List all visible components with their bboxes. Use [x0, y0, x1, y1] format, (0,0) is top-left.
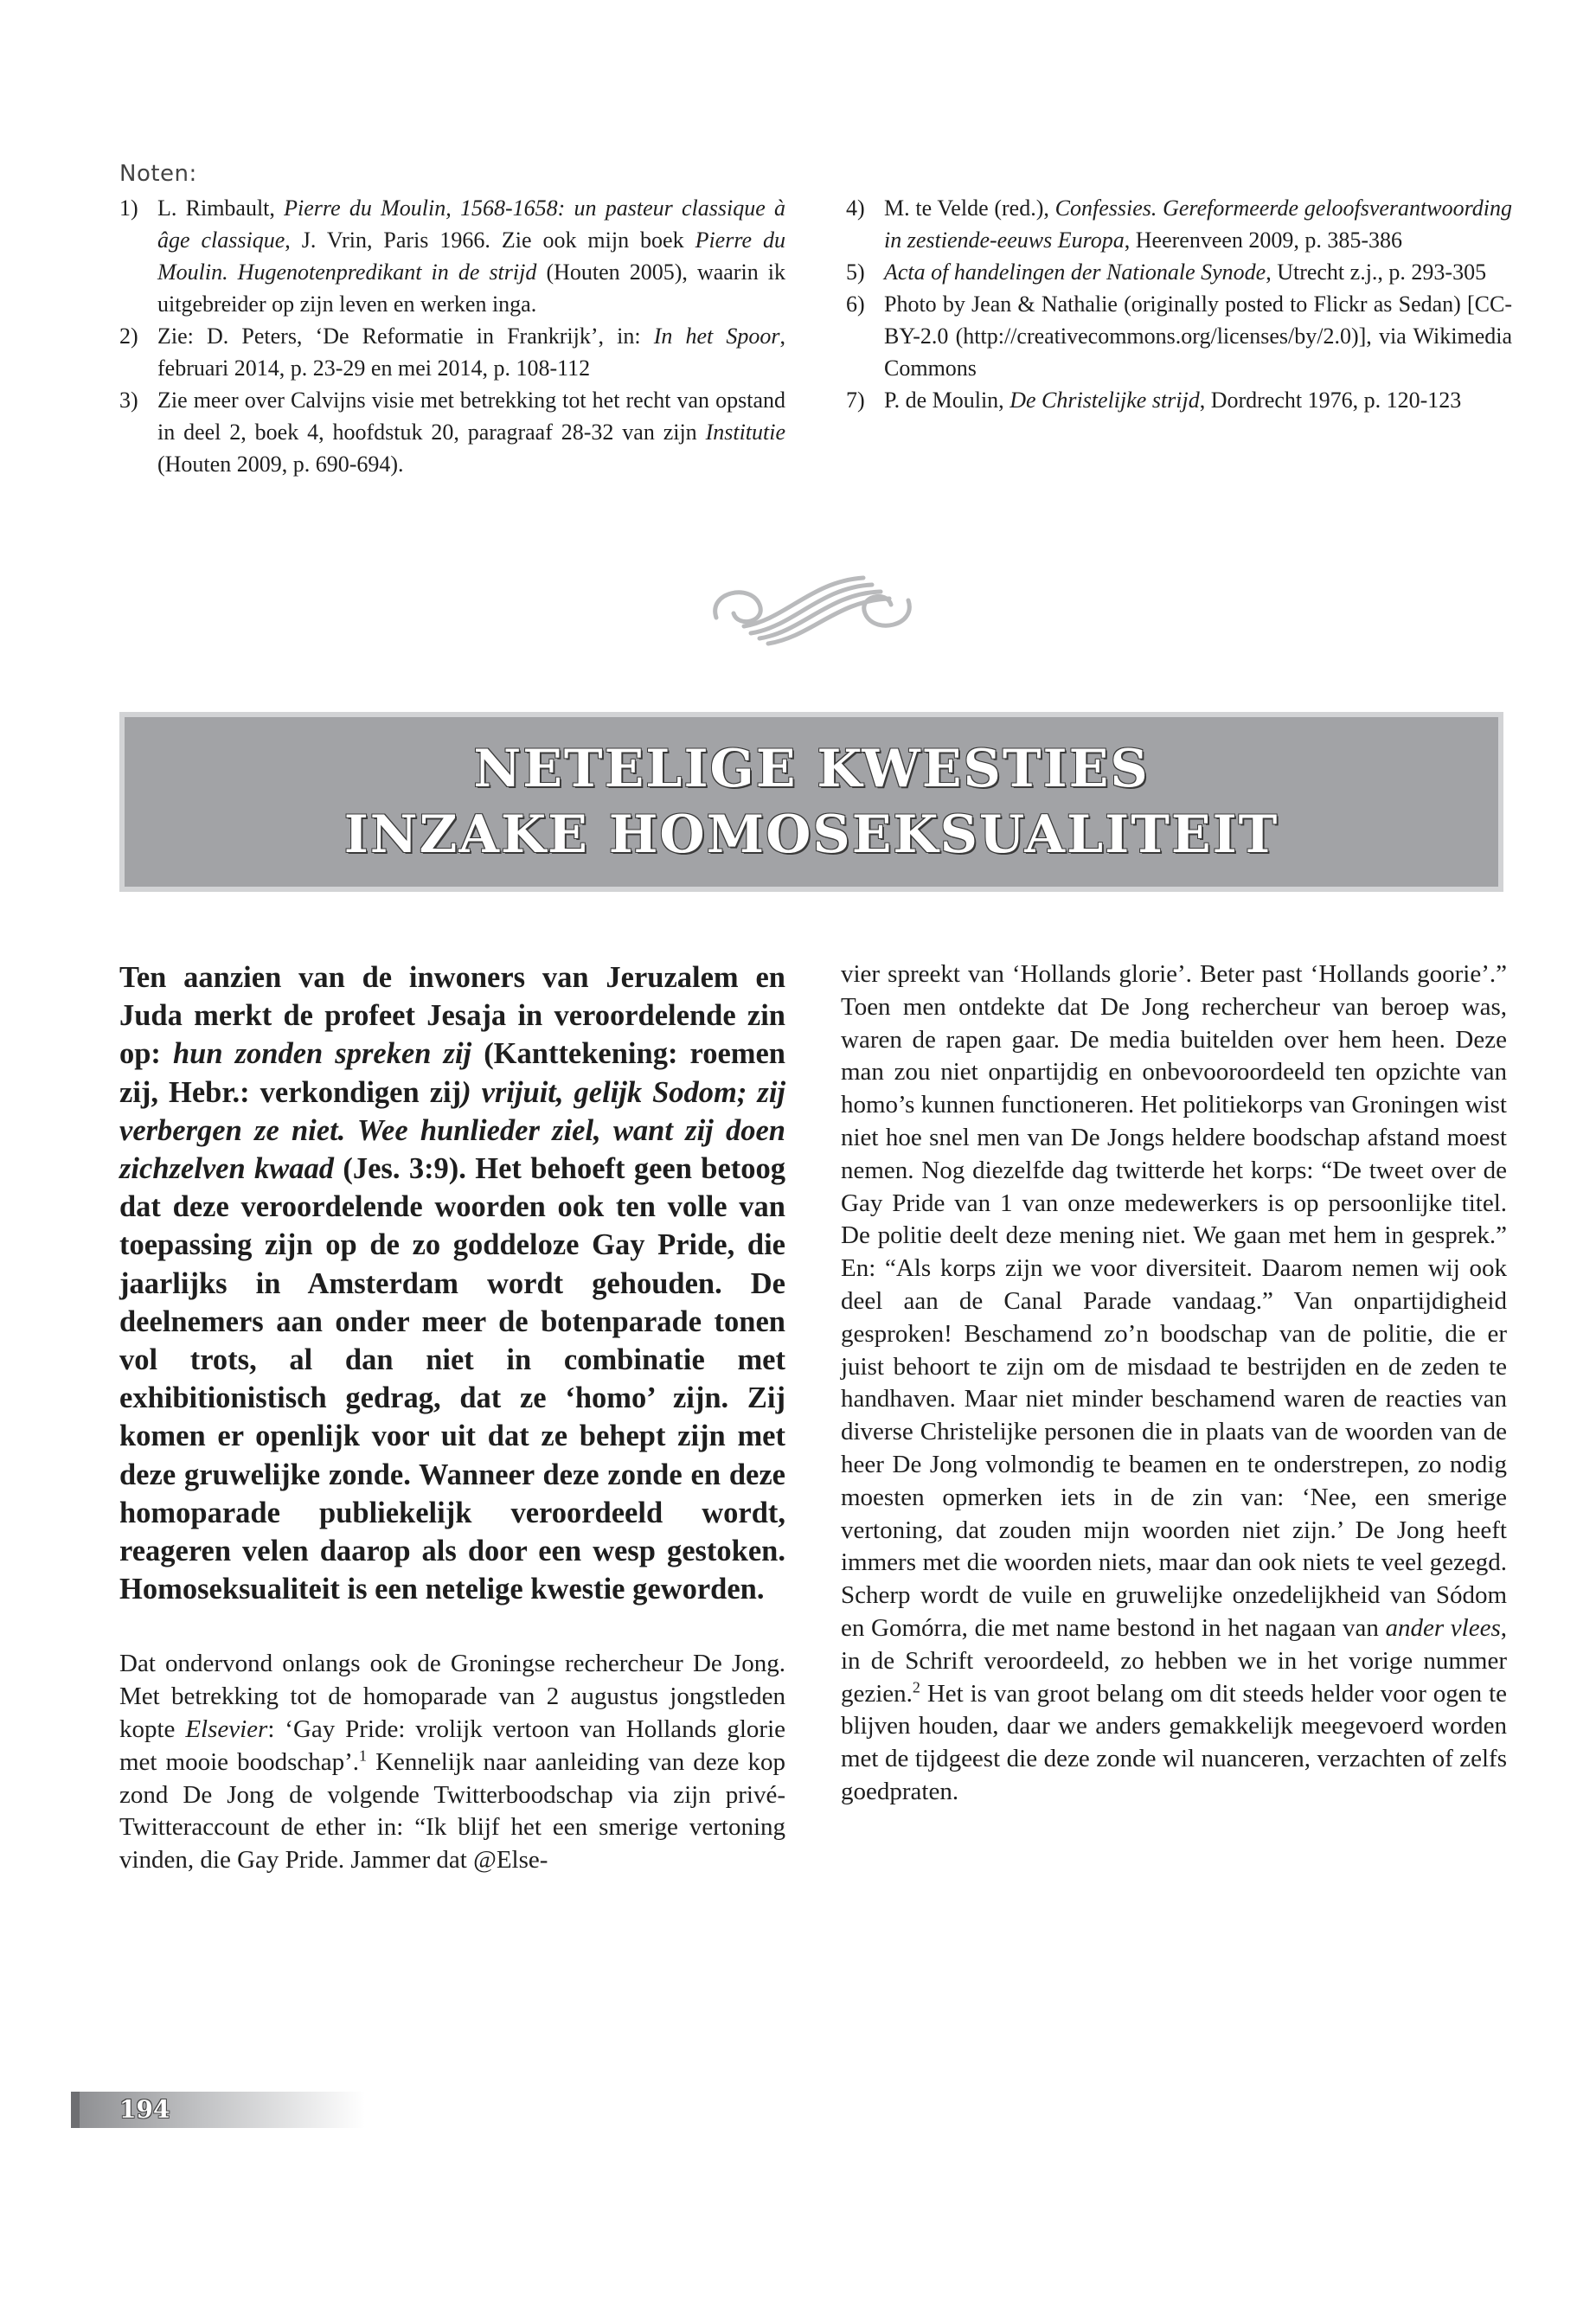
- footnote-number: 1): [119, 195, 138, 221]
- article-intro: [119, 958, 785, 1608]
- article-title-line2: INZAKE HOMOSEKSUALITEIT: [343, 804, 1279, 865]
- footnote-item: [119, 192, 785, 320]
- notes-heading: Noten:: [119, 161, 197, 187]
- emphasis-text: Institutie: [705, 420, 785, 445]
- footnote-item: [846, 384, 1512, 416]
- footnote-item: [119, 320, 785, 384]
- text-run: (Jes. 3:9). Het behoeft geen betoog dat deze veroordelende woorden ook ten volle van toepassing zijn op de zo goddeloze Gay Pride, die jaarlijks in Amsterdam wordt gehouden. De deelnemers aan onder meer de botenparade tonen vol trots, al dan niet in combinatie met exhibitionistisch gedrag, dat ze ‘homo’ zijn. Zij komen er openlijk voor uit dat ze behept zijn met deze gruwelijke zonde. Wanneer deze zonde en deze homoparade publiekelijk veroordeeld wordt, reageren velen daarop als door een wesp gestoken. Homoseksualiteit is een netelige kwestie geworden.: [119, 1152, 785, 1606]
- article-column-left: [119, 958, 785, 1877]
- text-run: , Heerenveen 2009, p. 385-386: [1124, 228, 1403, 253]
- footnote-number: 3): [119, 388, 138, 413]
- text-run: Ten aanzien van de inwoners van Jeruzalem en Juda merkt de profeet Jesaja in veroordelende zin op:: [119, 961, 785, 1071]
- text-run: Kennelijk naar aanleiding van deze kop zond De Jong de volgende Twitterboodschap via zijn privé-Twitteraccount de ether in: “Ik blijf het een smerige vertoning vinden, die Gay Pride. Jammer dat @Else-: [119, 1747, 785, 1875]
- article-column-right: [841, 958, 1507, 1809]
- text-run: Zie: D. Peters, ‘De Reformatie in Frankrijk’, in:: [157, 324, 654, 349]
- footnote-number: 6): [846, 292, 865, 317]
- page-bar-tick: [71, 2092, 80, 2128]
- article-title-line1: NETELIGE KWESTIES: [473, 739, 1150, 799]
- page-number: 194: [119, 2095, 170, 2124]
- text-run: vier spreekt van ‘Hollands glorie’. Beter past ‘Hollands goorie’.” Toen men ontdekte dat De Jong rechercheur van beroep was, waren de rapen gaar. De media buitelden over hem heen. Deze man zou niet onpartijdig en onbevooroordeeld ten opzichte van homo’s kunnen functioneren. Het politiekorps van Groningen wist niet hoe snel men van De Jongs heldere boodschap afstand moest nemen. Nog diezelfde dag twitterde het korps: “De tweet over de Gay Pride van 1 van onze medewerkers is op persoonlijke titel. De politie deelt deze mening niet. We gaan met hem in gesprek.” En: “Als korps zijn we voor diversiteit. Daarom nemen wij ook deel aan de Canal Parade vandaag.” Van onpartijdigheid gesproken! Beschamend zo’n boodschap van de politie, die er juist behoort te zijn om de misdaad te bestrijden en de zeden te handhaven. Maar niet minder beschamend waren de reacties van diverse Christelijke personen die in plaats van de woorden van de heer De Jong volmondig te beamen en te onderstrepen, zo nodig moesten opmerken iets in de zin van: ‘Nee, een smerige vertoning, dat zouden mijn woorden niet zijn.’ De Jong heeft immers met die woorden niets, maar dan ook niets te veel gezegd. Scherp wordt de vuile en gruwelijke onzedelijkheid van Sódom en Gomórra, die met name bestond in het nagaan van: [841, 960, 1507, 1642]
- text-run: , februari 2014, p. 23-29 en mei 2014, p. 108-112: [157, 324, 785, 381]
- emphasis-text: ander vlees: [1385, 1613, 1501, 1642]
- page-number-bar: [71, 2092, 365, 2128]
- footnote-number: 5): [846, 260, 865, 285]
- footnote-number: 4): [846, 195, 865, 221]
- article-title-banner: [119, 712, 1503, 892]
- text-run: : ‘Gay Pride: vrolijk vertoon van Hollands glorie met mooie boodschap’.: [119, 1715, 785, 1776]
- article-body-left: [119, 1648, 785, 1877]
- text-run: P. de Moulin,: [884, 388, 1010, 413]
- emphasis-text: Acta of handelingen der Nationale Synode: [884, 260, 1266, 285]
- text-run: Zie meer over Calvijns visie met betrekking tot het recht van opstand in deel 2, boek 4, hoofdstuk 20, paragraaf 28-32 van zijn: [157, 388, 785, 445]
- footnote-item: [846, 288, 1512, 384]
- emphasis-text: In het Spoor: [653, 324, 780, 349]
- footnote-ref: 2: [912, 1677, 920, 1695]
- notes-list-left: [119, 192, 785, 480]
- emphasis-text: Confessies. Gereformeerde geloofsverantwoording in zestiende-eeuws Europa: [884, 195, 1512, 253]
- text-run: L. Rimbault,: [157, 195, 285, 221]
- text-run: , Utrecht z.j., p. 293-305: [1266, 260, 1487, 285]
- emphasis-text: Elsevier: [185, 1715, 268, 1744]
- emphasis-text: De Christelijke strijd: [1010, 388, 1200, 413]
- footnote-item: [846, 192, 1512, 256]
- text-run: , Dordrecht 1976, p. 120-123: [1199, 388, 1462, 413]
- flourish-ornament-icon: [699, 566, 926, 652]
- footnote-item: [846, 256, 1512, 288]
- text-run: Het is van groot belang om dit steeds helder voor ogen te blijven houden, daar we anders gemakkelijk meegevoerd worden met de tijdgeest die deze zonde wil nuanceren, verzachten of zelfs goedpraten.: [841, 1679, 1507, 1805]
- footnote-number: 7): [846, 388, 865, 413]
- footnote-item: [119, 384, 785, 480]
- notes-list-right: [846, 192, 1512, 416]
- text-run: , J. Vrin, Paris 1966. Zie ook mijn boek: [285, 228, 695, 253]
- footnote-number: 2): [119, 324, 138, 349]
- text-run: (Houten 2009, p. 690-694).: [157, 452, 404, 477]
- emphasis-text: ) vrijuit, gelijk Sodom; zij verbergen ze niet. Wee hunlieder ziel, want zij doen zichzelven kwaad: [119, 1075, 785, 1186]
- emphasis-text: hun zonden spreken zij: [173, 1037, 472, 1071]
- emphasis-text: Pierre du Moulin, 1568-1658: un pasteur classique à âge classique: [157, 195, 785, 253]
- article-body-right: [841, 958, 1507, 1809]
- text-run: Dat ondervond onlangs ook de Groningse rechercheur De Jong. Met betrekking tot de homoparade van 2 augustus jongstleden kopte: [119, 1650, 785, 1744]
- emphasis-text: Pierre du Moulin. Hugenotenpredikant in de strijd: [157, 228, 785, 285]
- text-run: (Houten 2005), waarin ik uitgebreider op zijn leven en werken inga.: [157, 260, 785, 317]
- text-run: (Kanttekening: roemen zij, Hebr.: verkondigen zij: [119, 1037, 785, 1109]
- text-run: , in de Schrift veroordeeld, zo hebben we in het vorige nummer gezien.: [841, 1613, 1507, 1708]
- footnote-ref: 1: [359, 1747, 368, 1765]
- text-run: Photo by Jean & Nathalie (originally posted to Flickr as Sedan) [CC-BY-2.0 (http://creativecommons.org/licenses/by/2.0)], via Wikimedia Commons: [884, 292, 1512, 381]
- text-run: M. te Velde (red.),: [884, 195, 1055, 221]
